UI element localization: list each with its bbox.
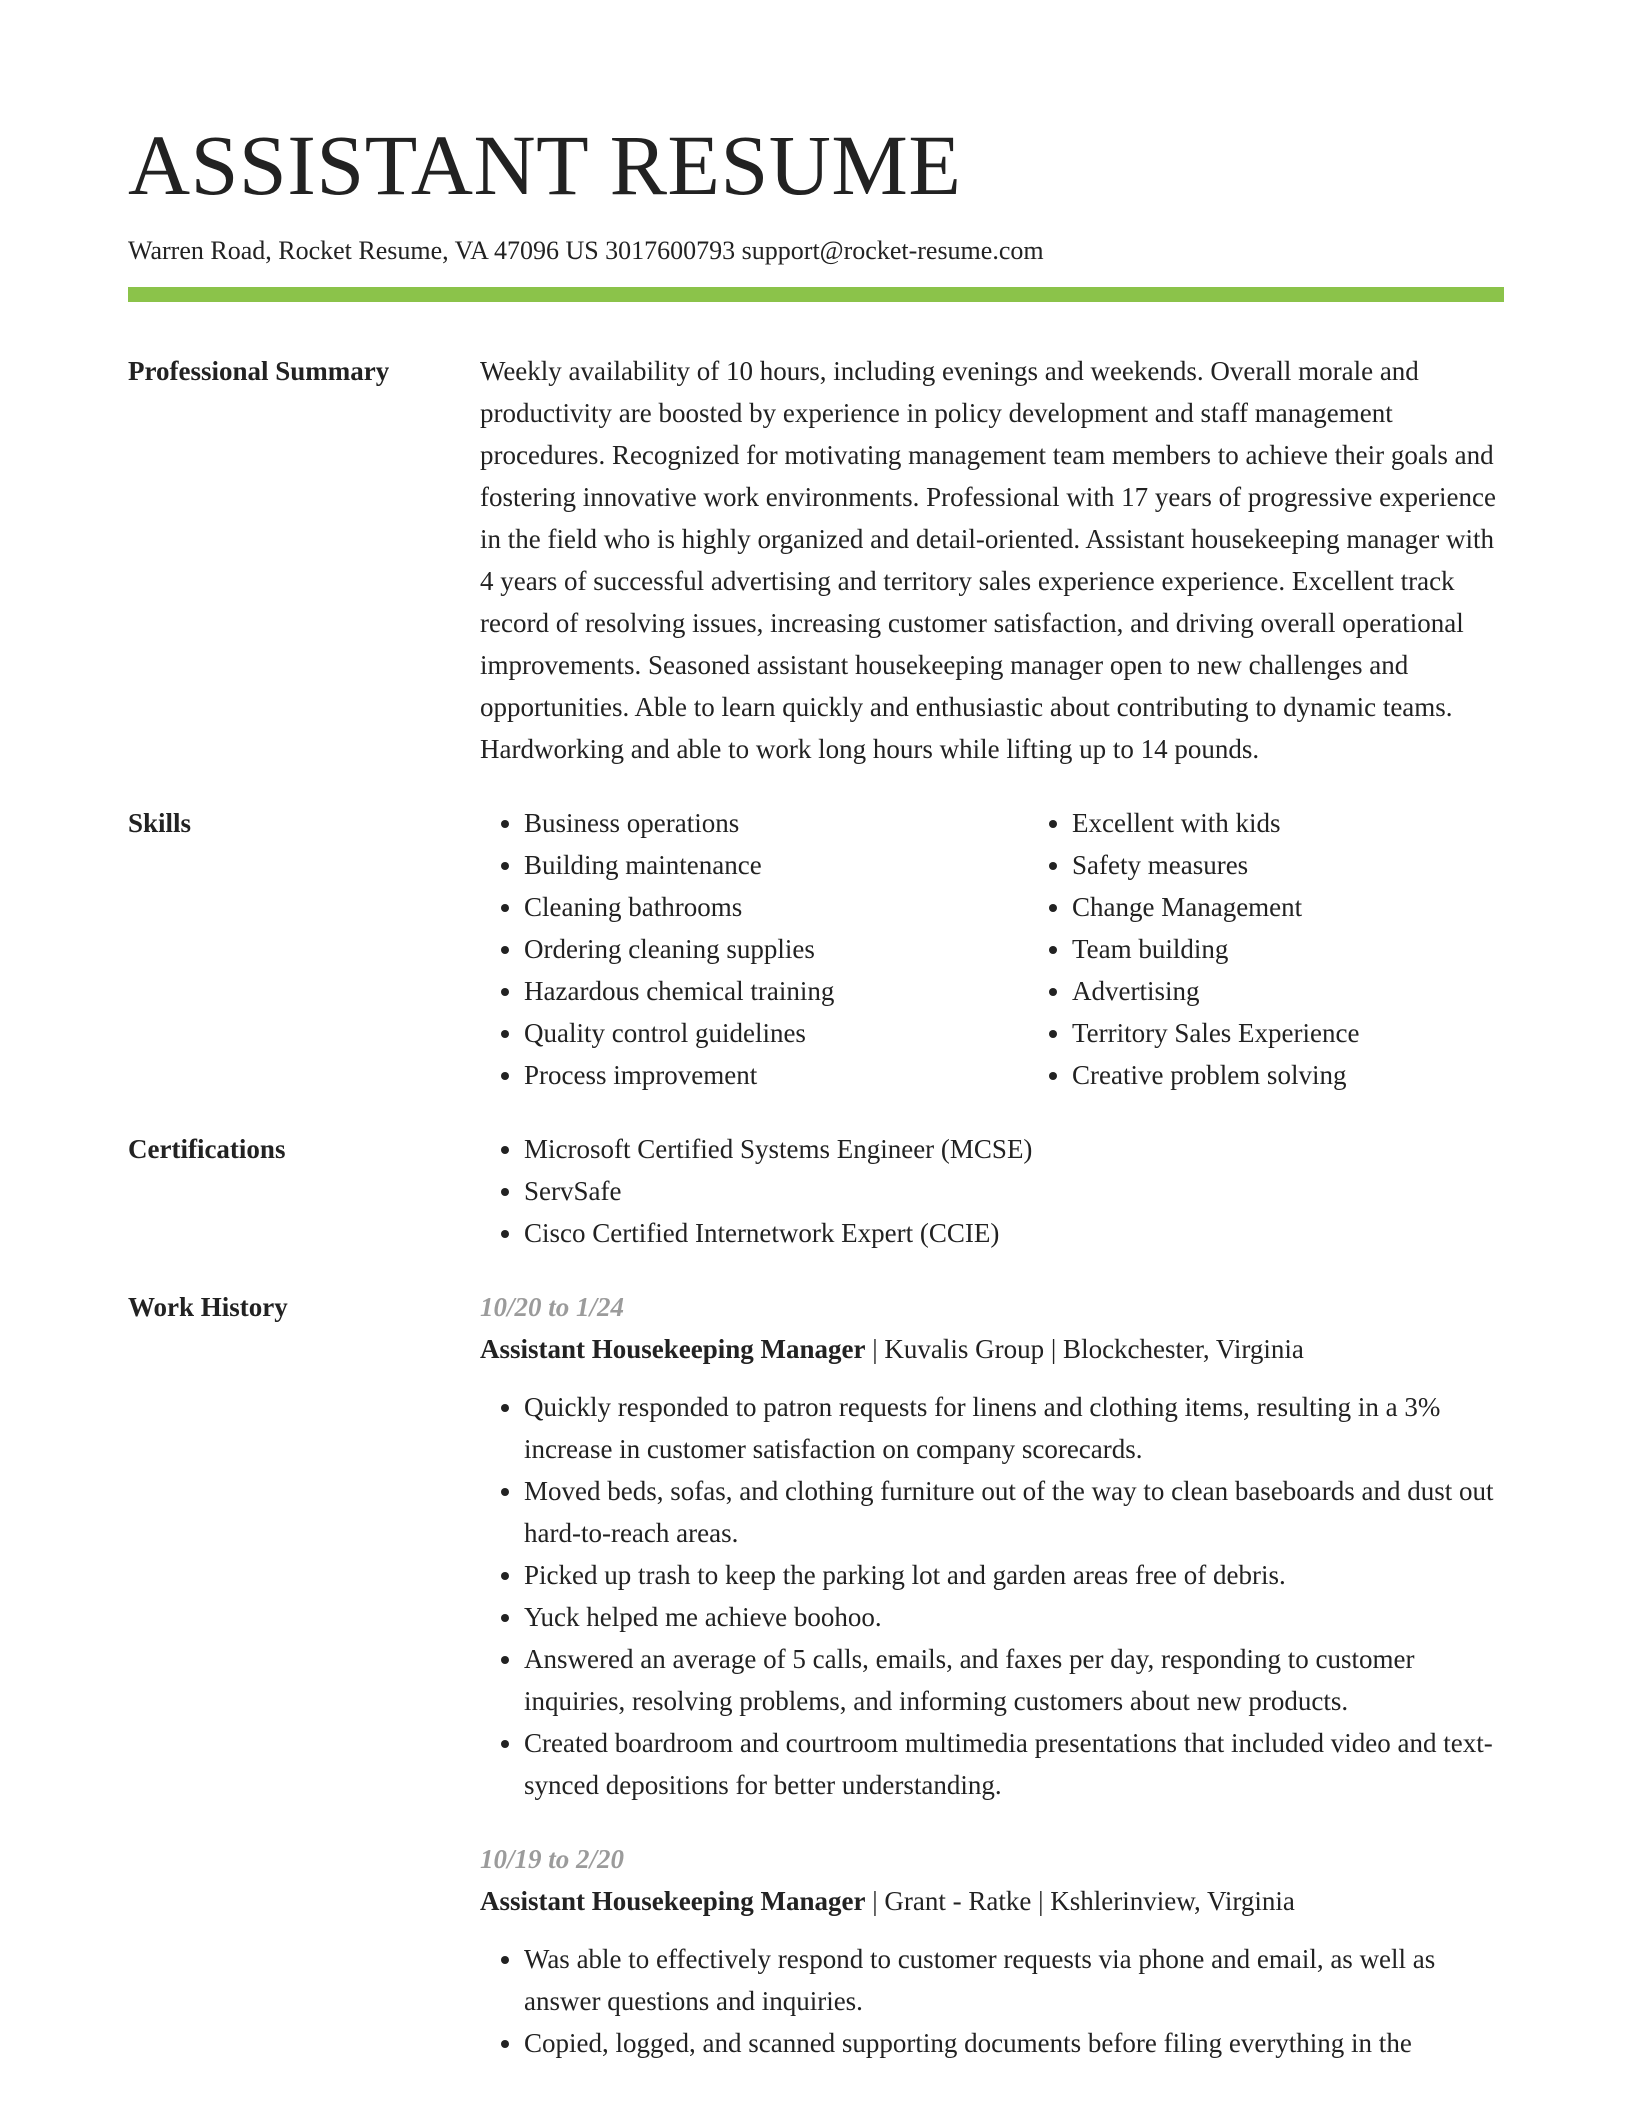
skills-list-right (1028, 802, 1359, 1096)
section-heading: Skills (128, 807, 192, 838)
skill-item: • Territory Sales Experience (1072, 1012, 1359, 1054)
skills-list-left (480, 802, 1028, 1096)
job-bullet: • Was able to effectively respond to customer requests via phone and email, as well as answer questions and inquiries. (524, 1938, 1504, 2022)
job-bullet: • Answered an average of 5 calls, emails, and faxes per day, responding to customer inquiries, resolving problems, and informing customers about new products. (524, 1638, 1504, 1722)
job-heading (480, 1880, 1504, 1922)
job-bullets (480, 1386, 1504, 1806)
section-heading: Work History (128, 1291, 288, 1322)
skills-columns (480, 802, 1504, 1096)
skill-item: • Safety measures (1072, 844, 1359, 886)
work-history-body (480, 1286, 1504, 2064)
professional-summary-section (128, 350, 1504, 770)
job-title: Assistant Housekeeping Manager (480, 1333, 866, 1364)
job-bullet: • Yuck helped me achieve boohoo. (524, 1596, 1504, 1638)
job-entry (480, 1838, 1504, 2064)
certification-item: • Cisco Certified Internetwork Expert (CCIE) (524, 1212, 1504, 1254)
job-title: Assistant Housekeeping Manager (480, 1885, 866, 1916)
certification-item: • Microsoft Certified Systems Engineer (MCSE) (524, 1128, 1504, 1170)
job-bullets (480, 1938, 1504, 2064)
skills-section (128, 802, 1504, 1096)
skill-item: • Process improvement (524, 1054, 1028, 1096)
job-bullet: • Copied, logged, and scanned supporting documents before filing everything in the (524, 2022, 1504, 2064)
job-bullet: • Moved beds, sofas, and clothing furniture out of the way to clean baseboards and dust out hard-to-reach areas. (524, 1470, 1504, 1554)
job-company-location: | Kuvalis Group | Blockchester, Virginia (865, 1333, 1304, 1364)
job-bullet: • Created boardroom and courtroom multimedia presentations that included video and text-synced depositions for better understanding. (524, 1722, 1504, 1806)
contact-line: Warren Road, Rocket Resume, VA 47096 US 3017600793 support@rocket-resume.com (128, 235, 1044, 265)
job-bullet: • Picked up trash to keep the parking lot and garden areas free of debris. (524, 1554, 1504, 1596)
job-dates: 10/19 to 2/20 (480, 1843, 625, 1874)
section-heading: Certifications (128, 1133, 286, 1164)
summary-text: Weekly availability of 10 hours, including evenings and weekends. Overall morale and productivity are boosted by experience in policy development and staff management procedures. Recognized for motivating management team members to achieve their goals and fostering innovative work environments. Professional with 17 years of progressive experience in the field who is highly organized and detail-oriented. Assistant housekeeping manager with 4 years of successful advertising and territory sales experience experience. Excellent track record of resolving issues, increasing customer satisfaction, and driving overall operational improvements. Seasoned assistant housekeeping manager open to new challenges and opportunities. Able to learn quickly and enthusiastic about contributing to dynamic teams. Hardworking and able to work long hours while lifting up to 14 pounds. (480, 355, 1496, 764)
job-entry (480, 1286, 1504, 1806)
skill-item: • Hazardous chemical training (524, 970, 1028, 1012)
skill-item: • Team building (1072, 928, 1359, 970)
job-company-location: | Grant - Ratke | Kshlerinview, Virginia (865, 1885, 1295, 1916)
skill-item: • Business operations (524, 802, 1028, 844)
certification-item: • ServSafe (524, 1170, 1504, 1212)
resume-name: ASSISTANT RESUME (128, 117, 962, 213)
section-heading: Professional Summary (128, 355, 390, 386)
job-heading (480, 1328, 1504, 1370)
skill-item: • Creative problem solving (1072, 1054, 1359, 1096)
skill-item: • Cleaning bathrooms (524, 886, 1028, 928)
skill-item: • Ordering cleaning supplies (524, 928, 1028, 970)
skill-item: • Excellent with kids (1072, 802, 1359, 844)
certifications-list (480, 1128, 1504, 1254)
certifications-body (480, 1128, 1504, 1254)
work-history-section (128, 1286, 1504, 2064)
job-bullet: • Quickly responded to patron requests for linens and clothing items, resulting in a 3% increase in customer satisfaction on company scorecards. (524, 1386, 1504, 1470)
skill-item: • Change Management (1072, 886, 1359, 928)
skill-item: • Advertising (1072, 970, 1359, 1012)
accent-divider (128, 287, 1504, 302)
certifications-section (128, 1128, 1504, 1254)
skill-item: • Building maintenance (524, 844, 1028, 886)
resume-header (128, 118, 1504, 302)
job-dates: 10/20 to 1/24 (480, 1291, 625, 1322)
skill-item: • Quality control guidelines (524, 1012, 1028, 1054)
